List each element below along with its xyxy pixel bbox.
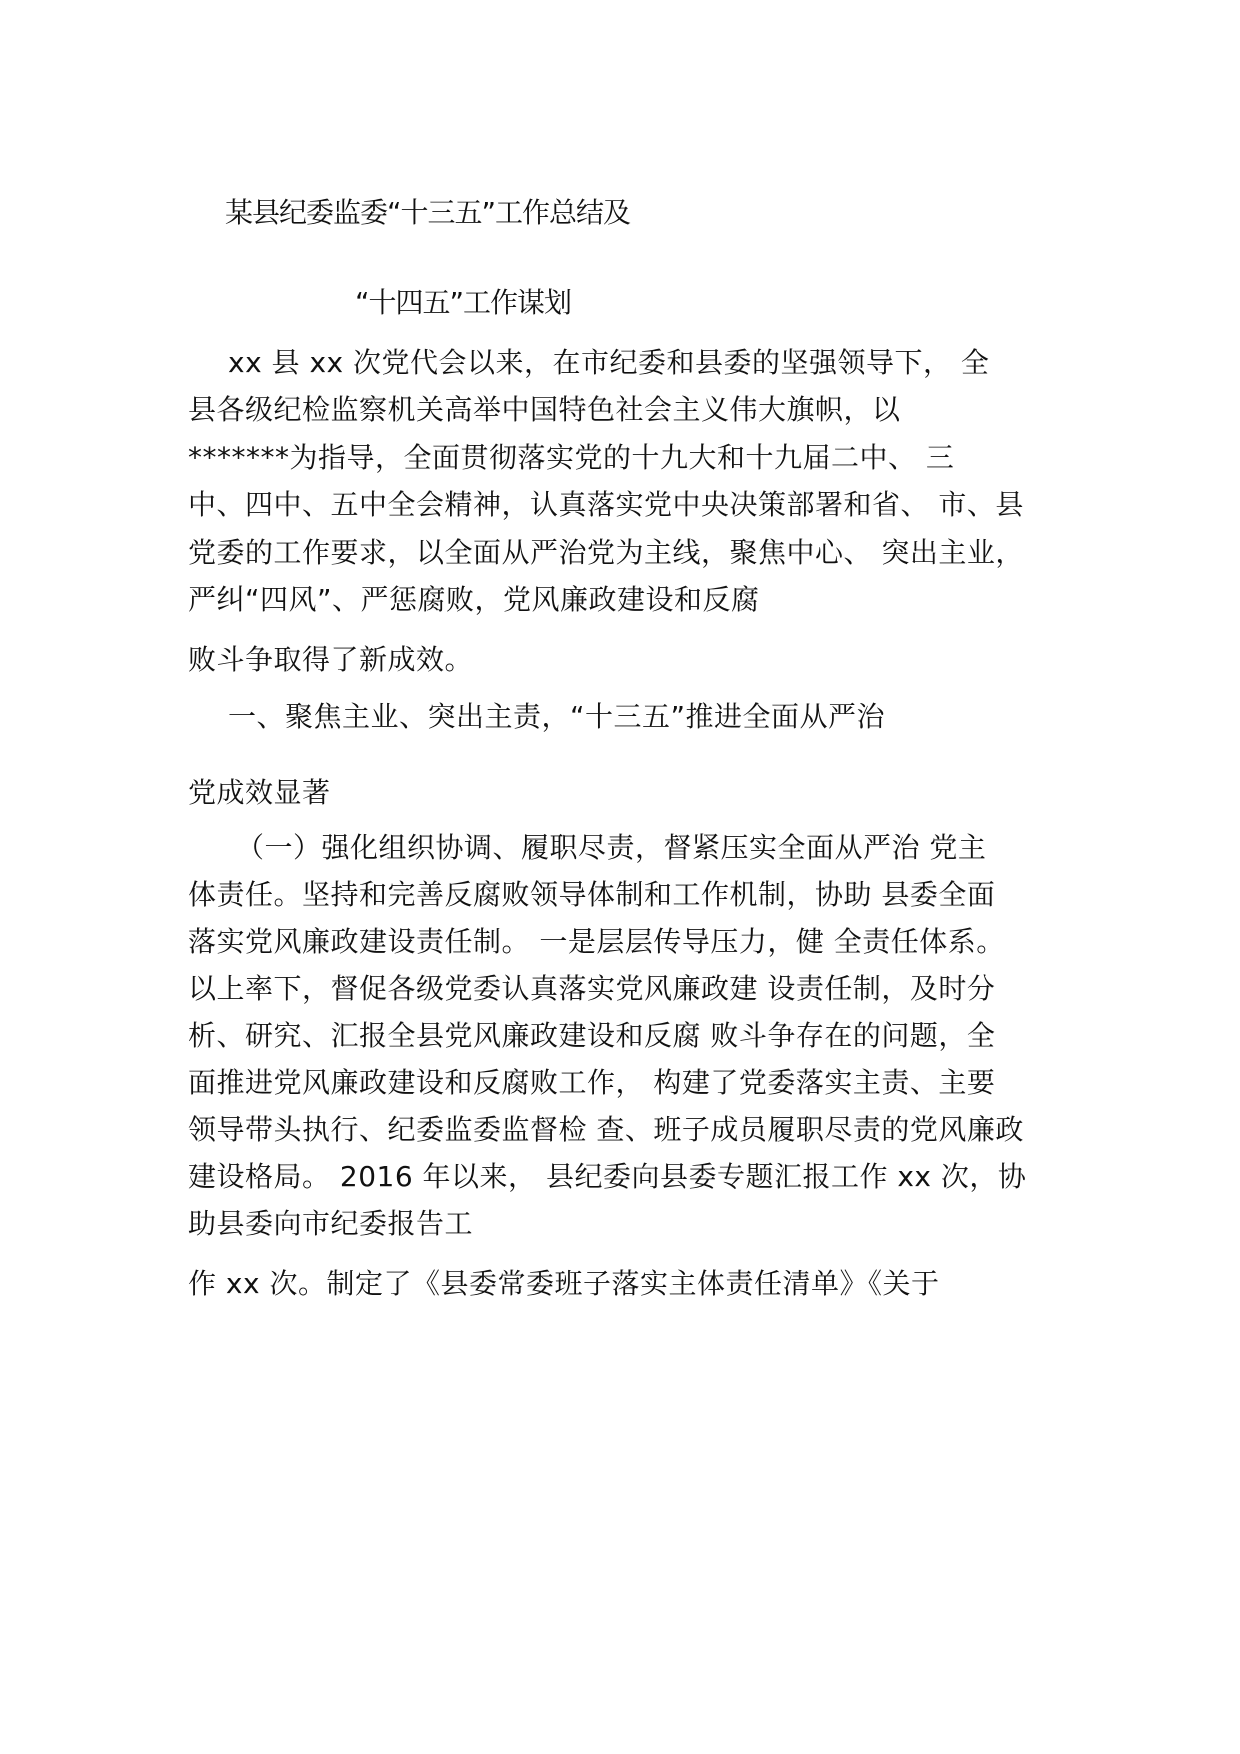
paragraph-line: 党委的工作要求，以全面从严治党为主线，聚焦中心、 突出主业， bbox=[188, 536, 1024, 569]
paragraph-line: 建设格局。 2016 年以来， 县纪委向县委专题汇报工作 xx 次，协 bbox=[188, 1160, 1027, 1193]
heading-line: 党成效显著 bbox=[188, 776, 331, 809]
paragraph-line: 领导带头执行、纪委监委监督检 查、班子成员履职尽责的党风廉政 bbox=[188, 1113, 1024, 1146]
heading-line: 一、聚焦主业、突出主责，“十三五”推进全面从严治 bbox=[228, 700, 886, 733]
paragraph-line: 体责任。坚持和完善反腐败领导体制和工作机制，协助 县委全面 bbox=[188, 878, 996, 911]
paragraph-line: 面推进党风廉政建设和反腐败工作， 构建了党委落实主责、主要 bbox=[188, 1066, 996, 1099]
paragraph-line: 落实党风廉政建设责任制。 一是层层传导压力，健 全责任体系。 bbox=[188, 925, 1005, 958]
paragraph-line: 中、四中、五中全会精神，认真落实党中央决策部署和省、 市、县 bbox=[188, 488, 1024, 521]
title-line-2: “十四五”工作谋划 bbox=[355, 286, 572, 319]
paragraph-line: 助县委向市纪委报告工 bbox=[188, 1207, 474, 1240]
paragraph-line: 析、研究、汇报全县党风廉政建设和反腐 败斗争存在的问题，全 bbox=[188, 1019, 996, 1052]
paragraph-line: 严纠“四风”、严惩腐败，党风廉政建设和反腐 bbox=[188, 583, 760, 616]
paragraph-line: xx 县 xx 次党代会以来，在市纪委和县委的坚强领导下， 全 bbox=[228, 346, 990, 379]
paragraph-line: 败斗争取得了新成效。 bbox=[188, 643, 474, 676]
paragraph-line: 作 xx 次。制定了《县委常委班子落实主体责任清单》《关于 bbox=[188, 1267, 940, 1300]
paragraph-line: 县各级纪检监察机关高举中国特色社会主义伟大旗帜，以 bbox=[188, 393, 901, 426]
paragraph-line: 以上率下，督促各级党委认真落实党风廉政建 设责任制，及时分 bbox=[188, 972, 996, 1005]
title-line-1: 某县纪委监委“十三五”工作总结及 bbox=[225, 196, 631, 229]
paragraph-line: *******为指导，全面贯彻落实党的十九大和十九届二中、 三 bbox=[188, 441, 955, 474]
paragraph-line: （一）强化组织协调、履职尽责，督紧压实全面从严治 党主 bbox=[236, 831, 987, 864]
